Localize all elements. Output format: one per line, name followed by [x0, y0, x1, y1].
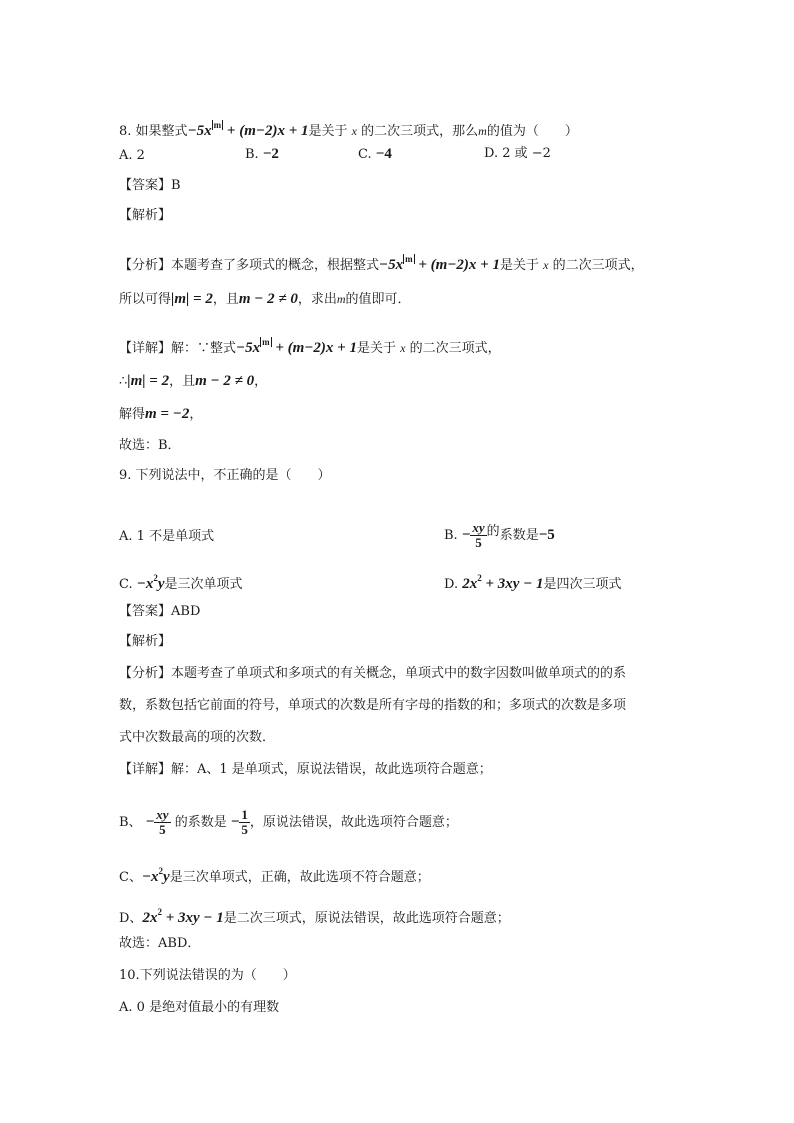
q8-conclusion: 故选：B．	[119, 438, 181, 453]
q9-detail-c: C、$-x^2y$是三次单项式，正确，故此选项不符合题意；	[119, 866, 430, 885]
q9-fenxi-line1: 【分析】本题考查了单项式和多项式的有关概念，单项式中的数字因数叫做单项式的的系	[119, 666, 627, 681]
q9-detail-b: B、 − $\frac{xy}{5}$ 的系数是 − $\frac{1}{5}$ ，原说法错误，故此选项符合题意；	[119, 807, 458, 837]
q9-option-d: D. $2x^2 + 3xy - 1$是四次三项式	[444, 573, 622, 592]
q8-detail-line2: ∴|m| = 2，且m − 2 ≠ 0，	[119, 373, 268, 389]
q8-detail: 【详解】解：∵整式−5x $^m$ + (m−2)x + 1是关于 x 的二次三项式，	[119, 337, 501, 356]
q9-detail-a: 【详解】解：A、1 是单项式，原说法错误，故此选项符合题意；	[119, 762, 492, 777]
q9-conclusion: 故选：ABD．	[119, 936, 201, 951]
q9-stem: 9. 下列说法中，不正确的是（ ）	[119, 468, 331, 483]
q10-option-a: A. 0 是绝对值最小的有理数	[119, 1000, 280, 1015]
fraction: $\frac{xy}{5}$	[472, 520, 485, 550]
q9-option-b: B. − $\frac{xy}{5}$ 的系数是−5	[444, 520, 555, 550]
q8-option-d: D. 2 或 −2	[484, 146, 551, 161]
q8-fenxi: 【分析】本题考查了多项式的概念，根据整式−5x $^m$ + (m−2)x + 1是关于 x 的二次三项式，	[119, 254, 644, 273]
q10-stem: 10.下列说法错误的为（ ）	[119, 968, 296, 983]
q9-fenxi-line2: 数，系数包括它前面的符号，单项式的次数是所有字母的指数的和；多项式的次数是多项	[119, 698, 627, 713]
q9-detail-d: D、$2x^2 + 3xy - 1$是二次三项式，原说法错误，故此选项符合题意；	[119, 907, 510, 926]
question-number: 8.	[119, 124, 132, 139]
q8-answer: 【答案】B	[119, 178, 181, 193]
q9-answer: 【答案】ABD	[119, 604, 201, 619]
q8-fenxi-line2: 所以可得|m| = 2，且m − 2 ≠ 0，求出m的值即可．	[119, 291, 411, 307]
math-expression: −5x $^m$ + (m−2)x + 1	[187, 120, 309, 139]
q8-stem: 8. 如果整式−5x $^m$ + (m−2)x + 1是关于 x 的二次三项式，那么m的值为（ ）	[119, 120, 578, 139]
q8-detail-line3: 解得m = −2，	[119, 406, 203, 422]
q9-option-a: A. 1 不是单项式	[119, 529, 215, 544]
q8-analysis-title: 【解析】	[119, 208, 172, 223]
q8-option-b: B. −2	[245, 146, 279, 162]
q8-option-a: A. 2	[119, 148, 145, 163]
q8-option-c: C. −4	[358, 146, 392, 162]
q9-analysis-title: 【解析】	[119, 634, 172, 649]
q9-option-c: C. $-x^2y$是三次单项式	[119, 573, 243, 592]
q9-fenxi-line3: 式中次数最高的项的次数．	[119, 730, 276, 745]
